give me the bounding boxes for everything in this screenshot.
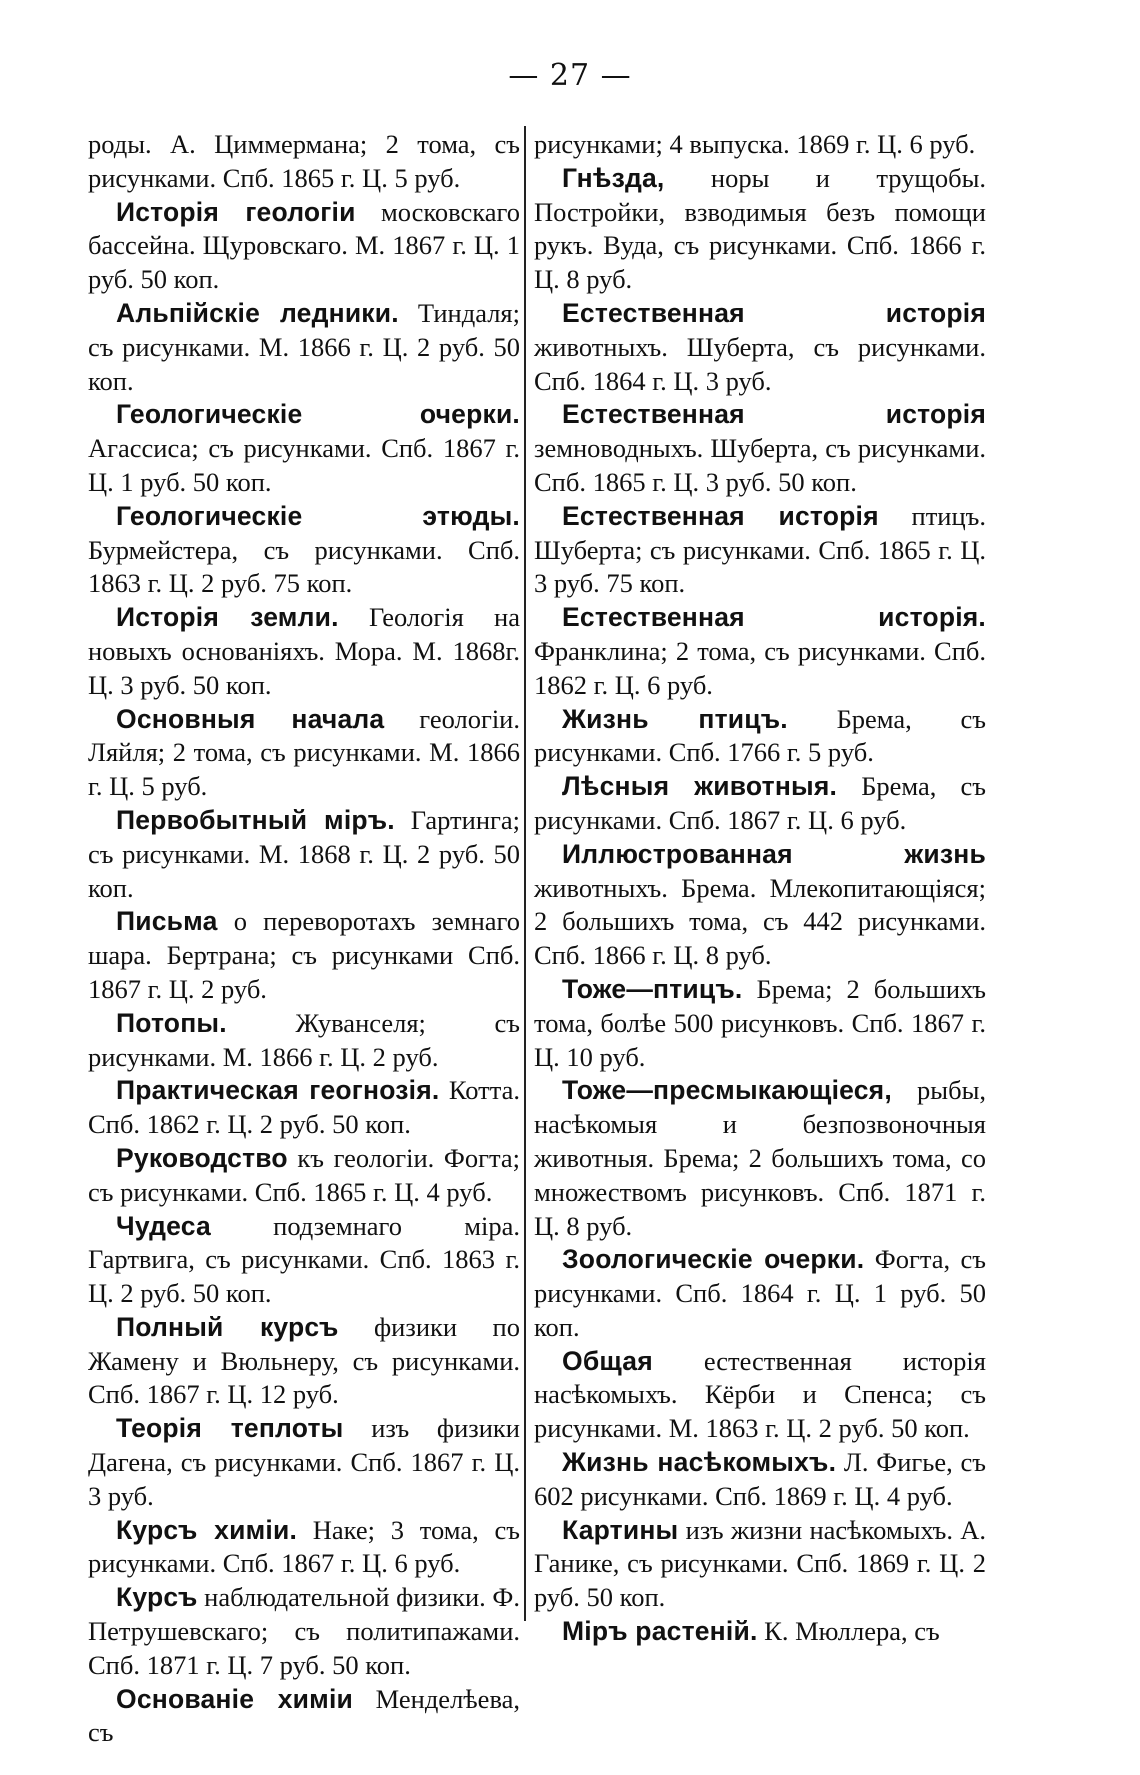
entry-title: Картины [562,1514,679,1545]
catalog-entry [534,398,986,499]
catalog-entry [88,128,520,196]
catalog-entry [88,1074,520,1142]
entry-text: изъ физики Дагена, съ рисунками. Спб. 1867 г. Ц. 3 руб. [88,1413,520,1511]
column-divider [524,126,526,1621]
catalog-entry [534,838,986,973]
entry-text: животныхъ. Брема. Млекопитающіяся; 2 большихъ тома, съ 442 рисунками. Спб. 1866 г. Ц. 8 руб. [534,872,986,971]
entry-text: Менделѣева, съ [88,1683,520,1748]
catalog-entry [88,1311,520,1412]
entry-text: о переворотахъ земнаго шара. Бертрана; съ рисунками Спб. 1867 г. Ц. 2 руб. [88,906,520,1004]
entry-title: Чудеса [116,1210,211,1241]
entry-text: земноводныхъ. Шуберта, съ рисунками. Спб. 1865 г. Ц. 3 руб. 50 коп. [534,433,986,497]
entry-text: Котта. Спб. 1862 г. Ц. 2 руб. 50 коп. [88,1075,520,1140]
entry-title: Естественная исторія [562,297,986,328]
entry-text: рисунками; 4 выпуска. 1869 г. Ц. 6 руб. [534,129,976,159]
entry-title: Естественная исторія. [562,602,986,633]
entry-title: Жизнь птицъ. [562,703,788,734]
entry-title: Тоже—пресмыкающіеся, [562,1075,892,1106]
catalog-entry [534,1514,986,1615]
catalog-entry [88,1007,520,1075]
entry-text: изъ жизни насѣкомыхъ. А. Ганике, съ рисунками. Спб. 1869 г. Ц. 2 руб. 50 коп. [534,1514,986,1613]
catalog-entry [534,1243,986,1344]
entry-text: Л. Фигье, съ 602 рисунками. Спб. 1869 г. Ц. 4 руб. [534,1447,986,1511]
entry-text: геологіи. Ляйля; 2 тома, съ рисунками. М. 1866 г. Ц. 5 руб. [88,703,520,802]
entry-text: птицъ. Шуберта; съ рисунками. Спб. 1865 г. Ц. 3 руб. 75 коп. [534,500,986,599]
catalog-entry [534,601,986,702]
left-column [88,128,520,1750]
entry-title: Письма [116,906,218,937]
entry-text: Бурмейстера, съ рисунками. Спб. 1863 г. Ц. 2 руб. 75 коп. [88,534,520,599]
catalog-entry [88,1683,520,1751]
entry-title: Общая [562,1345,653,1376]
entry-title: Геологическіе этюды. [116,500,520,531]
entry-title: Лѣсныя животныя. [562,771,838,802]
entry-title: Первобытный міръ. [116,804,395,835]
catalog-entry [534,1615,986,1649]
catalog-entry [88,1142,520,1210]
entry-title: Полный курсъ [116,1311,339,1342]
entry-text: Геологія на новыхъ основаніяхъ. Мора. М. 1868г. Ц. 3 руб. 50 коп. [88,602,520,700]
entry-title: Естественная исторія [562,500,879,531]
entry-title: Міръ растеній. [562,1616,758,1647]
right-column [534,128,986,1649]
entry-text: К. Мюллера, съ [757,1616,940,1647]
entry-title: Потопы. [116,1007,227,1038]
catalog-entry [88,905,520,1006]
entry-text: Брема, съ рисунками. Спб. 1867 г. Ц. 6 руб. [534,771,986,835]
entry-title: Курсъ [116,1582,198,1613]
entry-title: Теорія теплоты [116,1413,344,1444]
entry-title: Гнѣзда, [562,162,665,193]
catalog-entry [534,1074,986,1243]
catalog-entry [534,500,986,601]
catalog-entry [88,804,520,905]
entry-text: московскаго бассейна. Щуровскаго. М. 1867 г. Ц. 1 руб. 50 коп. [88,196,520,295]
catalog-entry [534,703,986,771]
entry-title: Альпійскіе ледники. [116,297,399,328]
catalog-entry [88,1581,520,1682]
entry-title: Жизнь насѣкомыхъ. [562,1447,837,1478]
entry-text: Жуванселя; съ рисунками. М. 1866 г. Ц. 2 руб. [88,1007,520,1072]
entry-title: Исторія геологіи [116,196,356,227]
entry-text: рыбы, насѣкомыя и безпозвоночныя животныя. Брема; 2 большихъ тома, со множествомъ рисунковъ. Спб. 1871 г. Ц. 8 руб. [534,1075,986,1241]
entry-text: норы и трущобы. Постройки, взводимыя безъ помощи рукъ. Вуда, съ рисунками. Спб. 1866 г. Ц. 8 руб. [534,162,986,295]
entry-text: Агассиса; съ рисунками. Спб. 1867 г. Ц. 1 руб. 50 коп. [88,433,520,497]
entry-text: животныхъ. Шуберта, съ рисунками. Спб. 1864 г. Ц. 3 руб. [534,331,986,396]
entry-title: Зоологическіе очерки. [562,1244,865,1275]
catalog-entry [88,703,520,804]
catalog-entry [534,770,986,838]
entry-title: Геологическіе очерки. [116,399,520,430]
entry-title: Естественная исторія [562,399,986,430]
entry-text: Брема; 2 большихъ тома, болѣе 500 рисунковъ. Спб. 1867 г. Ц. 10 руб. [534,973,986,1072]
entry-text: Брема, съ рисунками. Спб. 1766 г. 5 руб. [534,703,986,768]
catalog-entry [534,297,986,398]
catalog-entry [88,1412,520,1513]
entry-text: Наке; 3 тома, съ рисунками. Спб. 1867 г. Ц. 6 руб. [88,1514,520,1579]
catalog-entry [534,973,986,1074]
entry-text: къ геологіи. Фогта; съ рисунками. Спб. 1865 г. Ц. 4 руб. [88,1142,520,1207]
catalog-entry [88,1210,520,1311]
catalog-entry [88,601,520,702]
entry-text: физики по Жамену и Вюльнеру, съ рисунками. Спб. 1867 г. Ц. 12 руб. [88,1311,520,1410]
entry-text: Фогта, съ рисунками. Спб. 1864 г. Ц. 1 руб. 50 коп. [534,1244,987,1342]
entry-text: естественная исторія насѣкомыхъ. Кёрби и Спенса; съ рисунками. М. 1863 г. Ц. 2 руб. 50 коп. [534,1345,986,1444]
entry-title: Основныя начала [116,703,385,734]
catalog-entry [88,196,520,297]
entry-title: Практическая геогнозія. [116,1075,440,1106]
catalog-entry [534,128,986,162]
entry-text: подземнаго міра. Гартвига, съ рисунками. Спб. 1863 г. Ц. 2 руб. 50 коп. [88,1210,520,1309]
entry-text: Тиндаля; съ рисунками. М. 1866 г. Ц. 2 руб. 50 коп. [88,297,520,396]
catalog-entry [88,297,520,398]
entry-title: Тоже—птицъ. [562,973,743,1004]
entry-title: Иллюстрованная жизнь [562,838,986,869]
catalog-entry [88,1514,520,1582]
entry-text: Гартинга; съ рисунками. М. 1868 г. Ц. 2 руб. 50 коп. [88,804,520,903]
catalog-entry [534,1446,986,1514]
entry-title: Исторія земли. [116,602,339,633]
entry-text: Франклина; 2 тома, съ рисунками. Спб. 1862 г. Ц. 6 руб. [534,635,986,700]
entry-text: роды. А. Циммермана; 2 тома, съ рисунками. Спб. 1865 г. Ц. 5 руб. [88,129,520,193]
entry-text: наблюдательной физики. Ф. Петрушевскаго; съ политипажами. Спб. 1871 г. Ц. 7 руб. 50 коп. [88,1582,520,1680]
entry-title: Руководство [116,1142,288,1173]
catalog-entry [534,162,986,297]
entry-title: Курсъ химіи. [116,1514,298,1545]
entry-title: Основаніе химіи [116,1683,354,1714]
page-number: — 27 — [508,58,632,93]
catalog-entry [88,500,520,601]
catalog-entry [88,398,520,499]
catalog-entry [534,1345,986,1446]
